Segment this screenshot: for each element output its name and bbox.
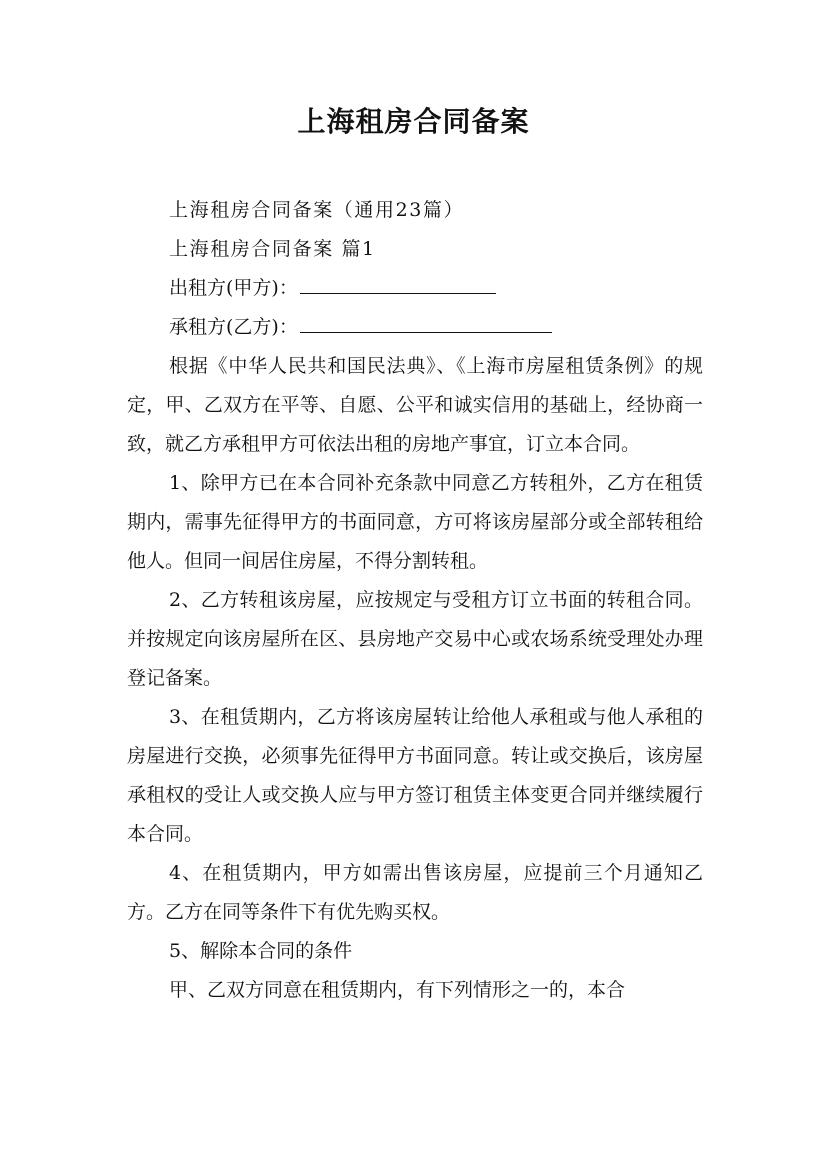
clause-5-text: 甲、乙双方同意在租赁期内，有下列情形之一的，本合	[169, 979, 626, 1001]
clause-5-heading: 5、解除本合同的条件	[169, 940, 353, 962]
lessor-line	[127, 269, 703, 308]
clause-3: 3、在租赁期内，乙方将该房屋转让给他人承租或与他人承租的房屋进行交换，必须事先征得甲方书面同意。转让或交换后，该房屋承租权的受让人或交换人应与甲方签订租赁主体变更合同并继续履行本合同。	[127, 706, 703, 845]
lessee-label: 承租方(乙方)：	[169, 316, 298, 338]
section-heading: 上海租房合同备案 篇1	[169, 238, 376, 260]
document-body	[127, 191, 703, 1010]
lessee-line	[127, 308, 703, 347]
lessor-blank	[300, 269, 496, 294]
lessor-label: 出租方(甲方)：	[169, 277, 298, 299]
document-title: 上海租房合同备案	[297, 105, 530, 138]
clause-1: 1、除甲方已在本合同补充条款中同意乙方转租外，乙方在租赁期内，需事先征得甲方的书面同意，方可将该房屋部分或全部转租给他人。但同一间居住房屋，不得分割转租。	[127, 472, 703, 572]
clause-2: 2、乙方转租该房屋，应按规定与受租方订立书面的转租合同。并按规定向该房屋所在区、县房地产交易中心或农场系统受理处办理登记备案。	[127, 589, 703, 689]
clause-4: 4、在租赁期内，甲方如需出售该房屋，应提前三个月通知乙方。乙方在同等条件下有优先购买权。	[127, 862, 703, 923]
intro-paragraph: 根据《中华人民共和国民法典》、《上海市房屋租赁条例》的规定，甲、乙双方在平等、自愿、公平和诚实信用的基础上，经协商一致，就乙方承租甲方可依法出租的房地产事宜，订立本合同。	[127, 355, 703, 455]
document-subtitle: 上海租房合同备案（通用23篇）	[169, 199, 465, 221]
lessee-blank	[300, 308, 552, 333]
